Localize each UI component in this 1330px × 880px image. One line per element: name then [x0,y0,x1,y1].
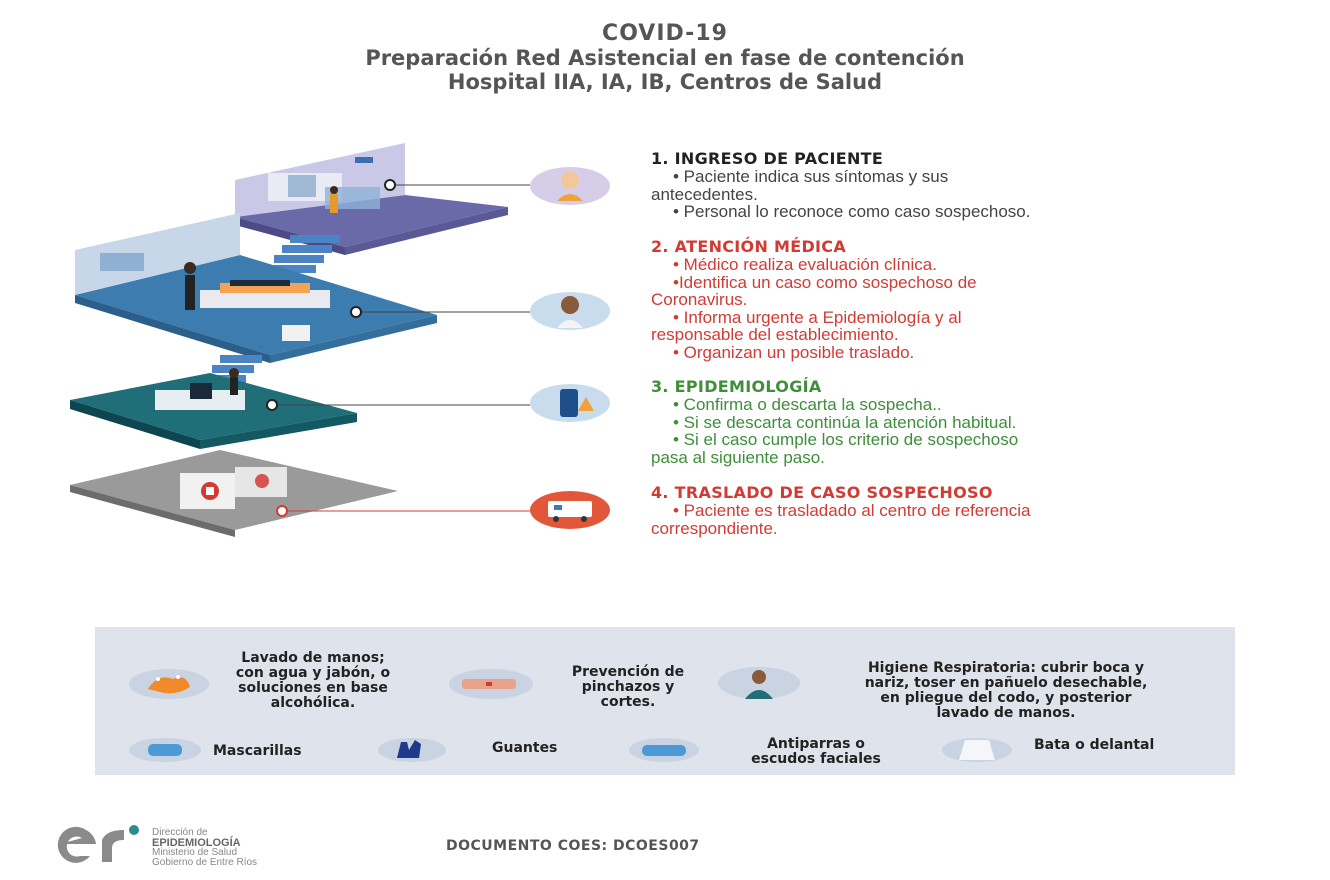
step-traslado [651,484,1271,537]
receptionist-icon [530,167,610,205]
step-line: correspondiente. [651,518,778,538]
step-line: • Si se descarta continúa la atención habitual. [673,412,1017,432]
respiratory-text [811,661,1201,721]
measure-line: Prevención de [571,664,685,680]
measure-line: nariz, toser en pañuelo desechable, [864,675,1148,691]
step-epidemiologia [651,378,1271,466]
logo-line: EPIDEMIOLOGÍA [152,837,241,849]
gown-icon [941,736,1013,764]
gloves-icon [377,736,447,764]
step-line: • Personal lo reconoce como caso sospechoso. [673,202,1031,221]
step-line: antecedentes. [651,184,758,204]
syringe-icon [448,667,534,701]
floor-epidemiologia-illustration [70,368,357,449]
ambulance-icon [530,491,610,529]
step-line: responsable del establecimiento. [651,325,899,344]
step-line: • Médico realiza evaluación clínica. [673,255,937,274]
step-line: • Paciente indica sus síntomas y sus [673,167,949,186]
measure-line: soluciones en base [238,680,388,696]
gown-text: Bata o delantal [1034,737,1155,753]
goggles-text [725,737,907,767]
step-heading: 4. TRASLADO DE CASO SOSPECHOSO [651,483,993,502]
step-line: • Informa urgente a Epidemiología y al [673,307,962,327]
measure-line: cortes. [600,694,656,710]
step-heading: 2. ATENCIÓN MÉDICA [651,237,847,256]
goggles-icon [628,736,700,764]
step-line: •Identifica un caso como sospechoso de [673,272,977,292]
document-code: DOCUMENTO COES: DCOES007 [446,838,700,854]
step-line: • Paciente es trasladado al centro de referencia [673,501,1031,520]
step-heading: 1. INGRESO DE PACIENTE [651,149,884,168]
step-line: • Si el caso cumple los criterio de sospechoso [673,430,1019,449]
step-heading: 3. EPIDEMIOLOGÍA [651,377,822,396]
measure-line: con agua y jabón, o [235,665,391,681]
logo-line: Gobierno de Entre Ríos [152,857,258,868]
step-line: • Confirma o descarta la sospecha.. [673,395,942,414]
logo-line: Dirección de [152,827,208,838]
hand-wash-text [205,651,421,711]
epidemiologia-logo-icon [46,822,150,866]
gloves-text: Guantes [492,740,558,756]
title-line-3: Hospital IIA, IA, IB, Centros de Salud [447,70,883,94]
measure-line: alcohólica. [270,695,356,711]
measure-line: Higiene Respiratoria: cubrir boca y [867,660,1145,676]
protective-measures-panel [95,627,1235,775]
phone-alert-icon [530,384,610,422]
hand-wash-icon [128,667,210,701]
step-line: pasa al siguiente paso. [651,447,825,467]
measure-line: pinchazos y [581,679,675,695]
hospital-isometric-illustration [60,135,620,555]
step-ingreso [651,150,1271,221]
title-line-2: Preparación Red Asistencial en fase de contención [365,46,965,70]
sharps-text [543,665,713,710]
page-title [0,22,1330,94]
step-line: Coronavirus. [651,290,748,309]
floor-ingreso-illustration [235,143,508,255]
mask-icon [128,736,202,764]
measure-line: en pliegue del codo, y posterior [880,690,1132,706]
logo-line: Ministerio de Salud [152,847,238,858]
measure-line: Lavado de manos; [241,650,385,666]
masks-text: Mascarillas [213,743,302,759]
title-line-1: COVID-19 [602,21,728,46]
floor-traslado-illustration [70,450,398,537]
step-atencion-medica [651,238,1271,361]
cough-elbow-icon [717,665,801,701]
measure-line: escudos faciales [751,751,881,767]
measure-line: lavado de manos. [936,705,1076,721]
measure-line: Antiparras o [767,736,865,752]
doctor-icon [530,292,610,330]
logo-text [152,828,257,868]
step-line: • Organizan un posible traslado. [673,342,915,362]
